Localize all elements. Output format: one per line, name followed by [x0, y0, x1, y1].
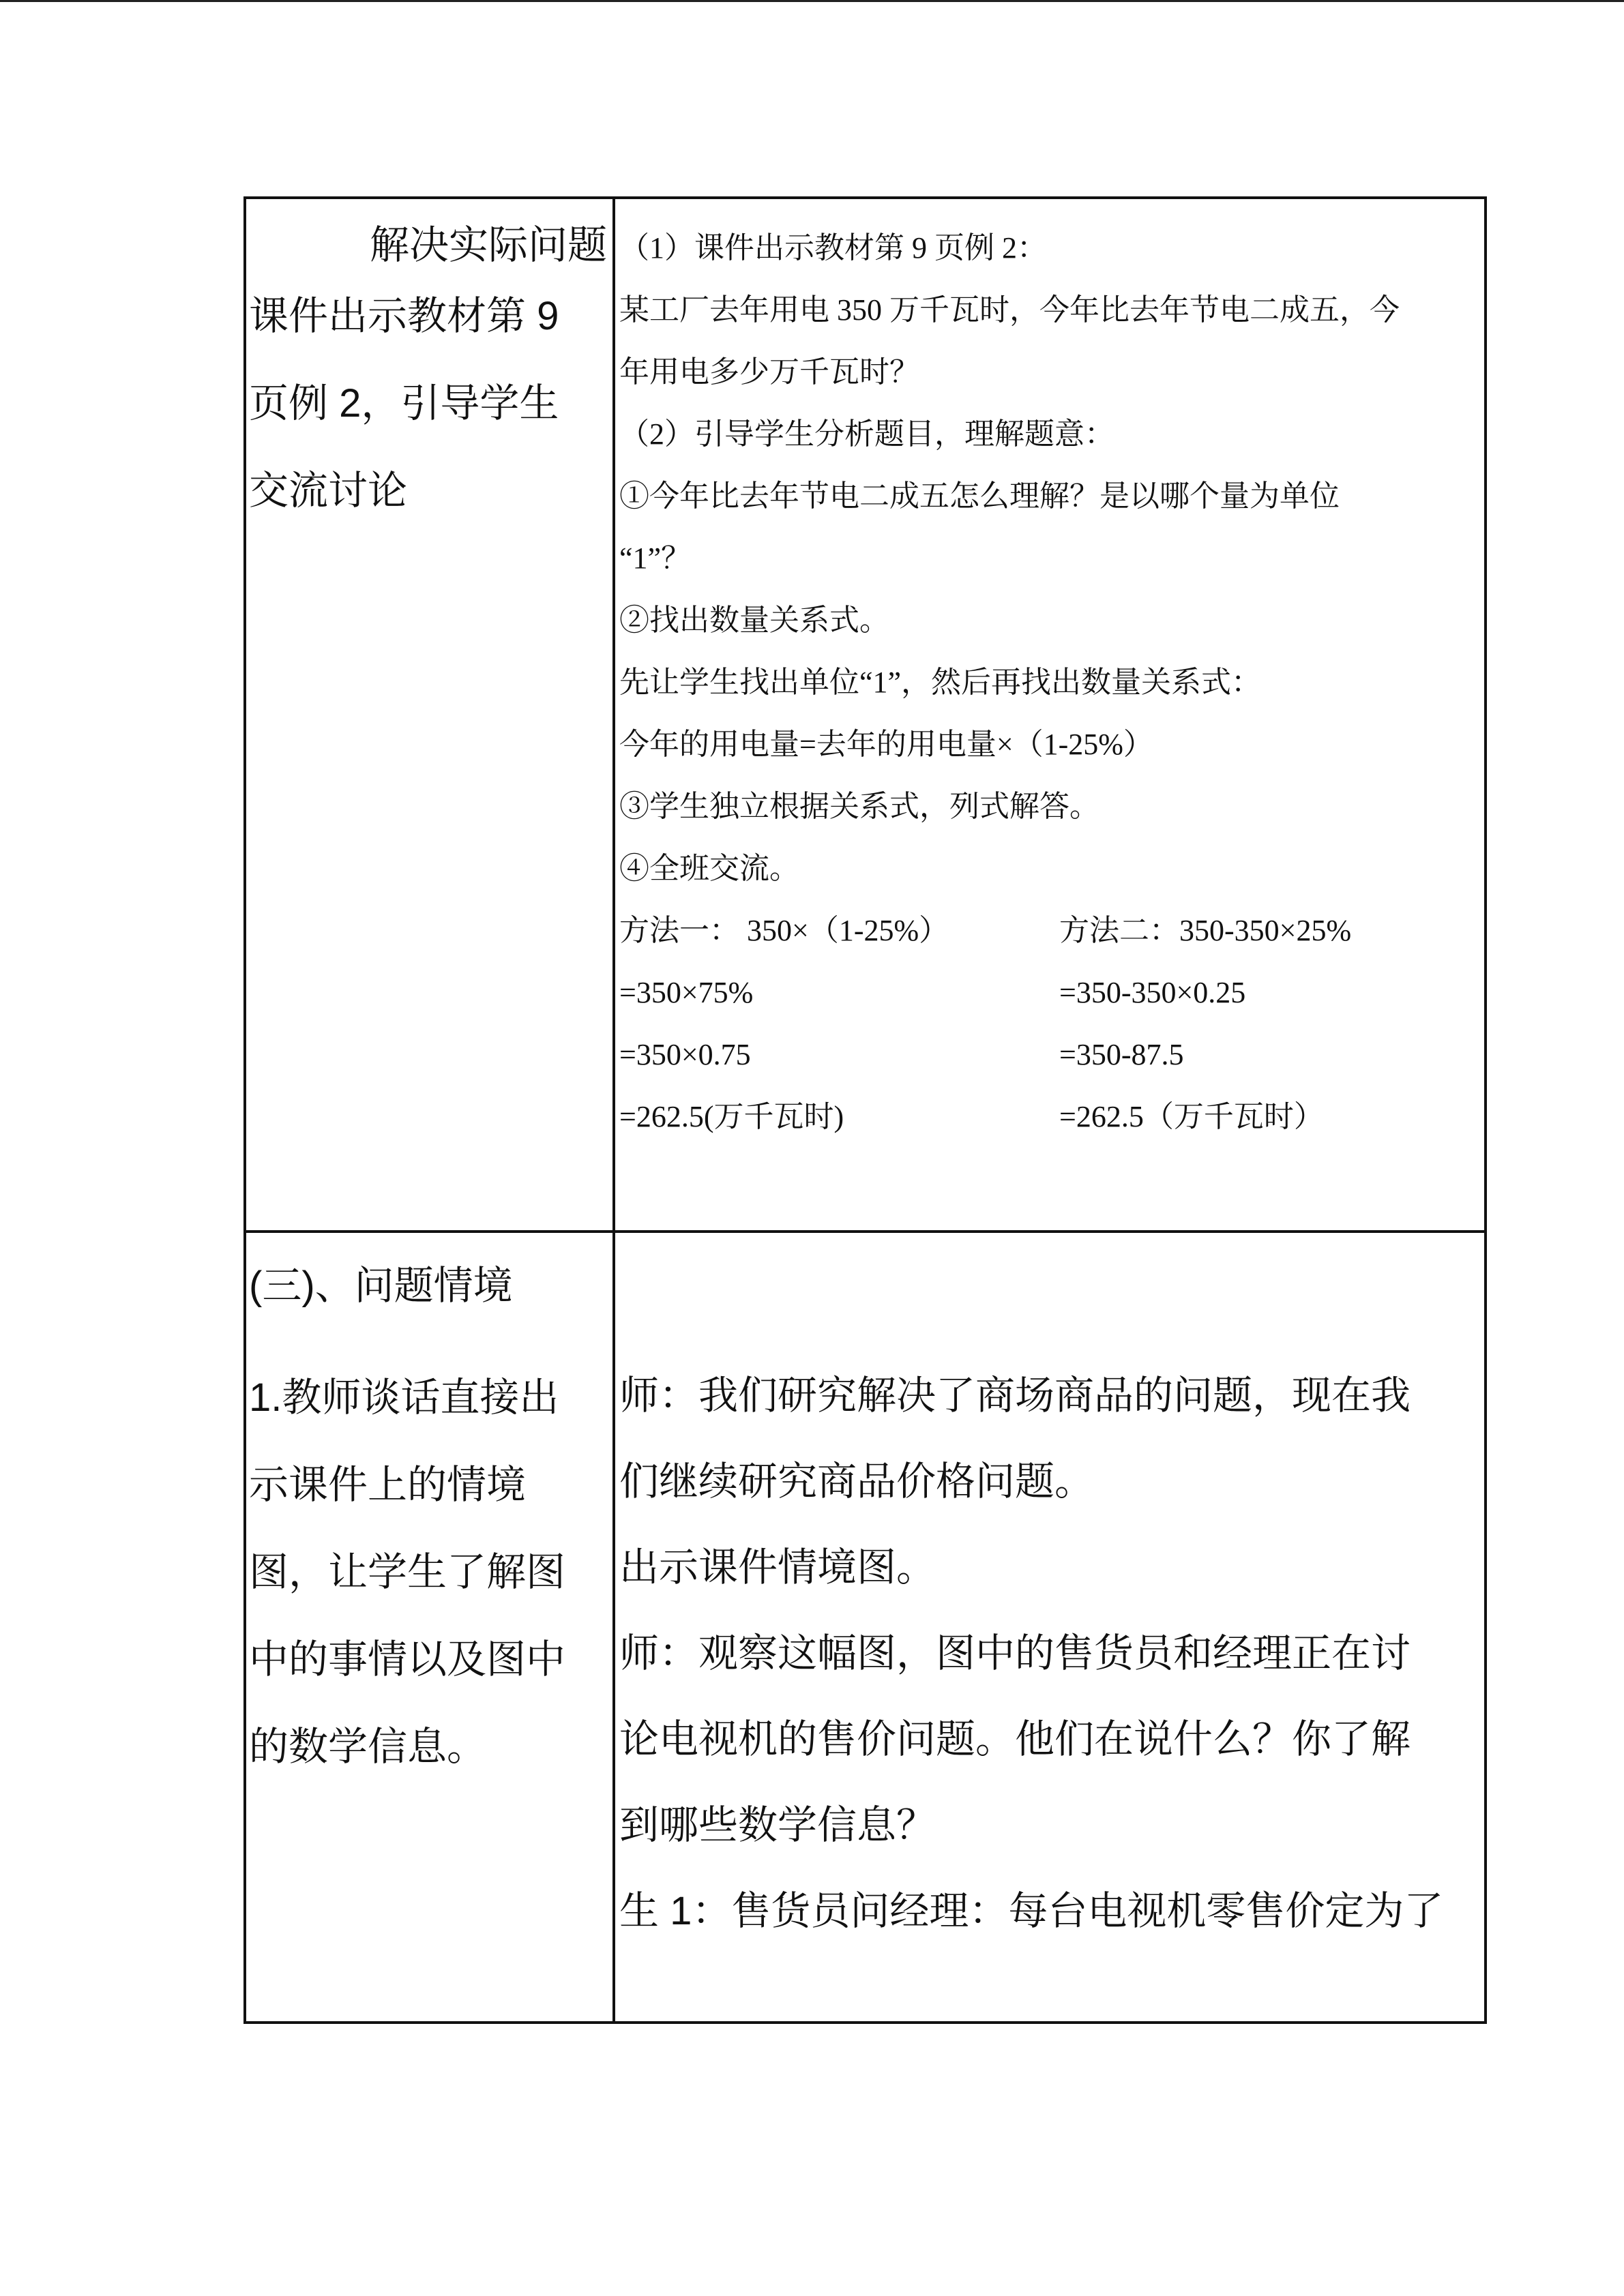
dialogue-line: 生 1：售货员问经理：每台电视机零售价定为了 — [619, 1889, 1444, 1933]
step-text-line: 页例 2，引导学生 — [249, 381, 559, 426]
dialogue-line: 出示课件情境图。 — [619, 1545, 936, 1590]
method-two-line: =262.5（万千瓦时） — [1059, 1100, 1324, 1133]
method-two-column — [1059, 899, 1482, 1148]
activity-line: 先让学生找出单位“1”，然后再找出数量关系式： — [619, 666, 1262, 699]
method-one-line: =350×0.75 — [619, 1038, 751, 1071]
activity-cell-dialogue — [615, 1233, 1487, 2024]
step-text-line: 图，让学生了解图 — [249, 1550, 566, 1594]
dialogue-line: 到哪些数学信息？ — [619, 1803, 936, 1847]
activity-line: ④全班交流。 — [619, 852, 799, 885]
activity-line: 年用电多少万千瓦时？ — [619, 355, 919, 389]
method-one-line: =262.5(万千瓦时) — [619, 1100, 844, 1133]
step-text-line: 课件出示教材第 9 — [249, 294, 559, 338]
dialogue-line: 师：观察这幅图，图中的售货员和经理正在讨 — [619, 1631, 1411, 1675]
method-one-column — [619, 899, 1059, 1148]
method-one-line: 方法一： 350×（1-25%） — [619, 914, 949, 947]
method-two-line: =350-87.5 — [1059, 1038, 1184, 1071]
dialogue-line: 论电视机的售价问题。他们在说什么？你了解 — [619, 1717, 1411, 1761]
formula-line: 今年的用电量=去年的用电量×（1-25%） — [619, 728, 1153, 761]
step-text-line: 交流讨论 — [249, 468, 408, 513]
activity-line: “1”？ — [619, 541, 692, 575]
activity-cell-example-2 — [615, 199, 1487, 1230]
dialogue-line: 师：我们研究解决了商场商品的问题，现在我 — [619, 1373, 1411, 1418]
activity-line: （2）引导学生分析题目，理解题意： — [619, 417, 1114, 451]
activity-line: ①今年比去年节电二成五怎么理解？是以哪个量为单位 — [619, 479, 1340, 513]
activity-line: 某工厂去年用电 350 万千瓦时，今年比去年节电二成五，今 — [619, 293, 1400, 327]
step-text-line: 示课件上的情境 — [249, 1463, 527, 1507]
step-title: 解决实际问题 — [369, 223, 607, 267]
method-two-line: 方法二：350-350×25% — [1059, 914, 1352, 947]
step-text-line: 1.教师谈话直接出 — [249, 1375, 559, 1420]
activity-line: （1）课件出示教材第 9 页例 2： — [619, 231, 1047, 265]
step-text-line: 的数学信息。 — [249, 1725, 487, 1769]
step-cell-solve-problem — [246, 199, 612, 1230]
lesson-plan-table — [243, 196, 1487, 2024]
section-heading: (三)、问题情境 — [249, 1264, 513, 1308]
activity-line: ③学生独立根据关系式，列式解答。 — [619, 790, 1099, 823]
method-one-line: =350×75% — [619, 976, 754, 1009]
method-two-line: =350-350×0.25 — [1059, 976, 1246, 1009]
step-text-line: 中的事情以及图中 — [249, 1637, 566, 1682]
step-cell-problem-scenario — [246, 1233, 612, 2024]
page-top-border — [0, 0, 1624, 2]
spacer — [619, 1233, 1487, 1353]
activity-line: ②找出数量关系式。 — [619, 603, 889, 637]
solution-methods — [619, 899, 1487, 1148]
dialogue-line: 们继续研究商品价格问题。 — [619, 1459, 1095, 1504]
